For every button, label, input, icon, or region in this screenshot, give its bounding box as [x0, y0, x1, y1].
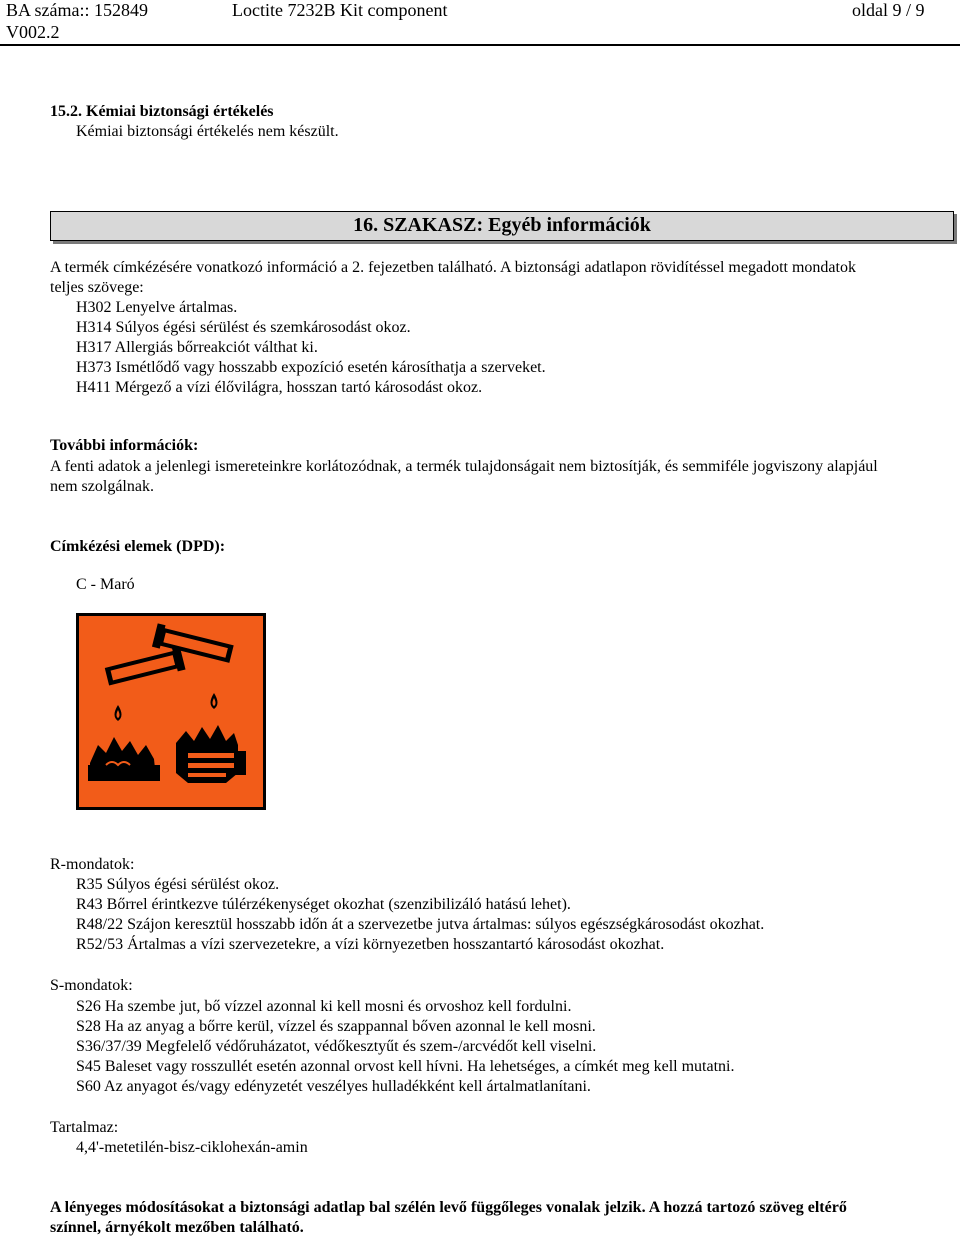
contains-heading: Tartalmaz:: [50, 1119, 119, 1136]
header-divider: [0, 44, 960, 46]
h-statement: H302 Lenyelve ártalmas.: [76, 299, 238, 316]
further-info-heading: További információk:: [50, 437, 199, 454]
h-statement: H314 Súlyos égési sérülést és szemkárosodást okoz.: [76, 319, 411, 336]
section-16-title-box: [50, 211, 954, 241]
s-phrase: S60 Az anyagot és/vagy edényzetét veszélyes hulladékként kell ártalmatlanítani.: [76, 1078, 591, 1095]
r-phrase: R35 Súlyos égési sérülést okoz.: [76, 876, 280, 893]
footer-note-line1: A lényeges módosításokat a biztonsági adatlap bal szélén levő függőleges vonalak jelzik. A hozzá tartozó szöveg eltérő: [50, 1199, 847, 1216]
corrosive-hazard-icon: [76, 613, 266, 810]
h-statement: H317 Allergiás bőrreakciót válthat ki.: [76, 339, 318, 356]
section-15-2-heading: 15.2. Kémiai biztonsági értékelés: [50, 103, 274, 120]
footer-note-line2: színnel, árnyékolt mezőben található.: [50, 1219, 304, 1236]
r-phrase: R43 Bőrrel érintkezve túlérzékenységet okozhat (szenzibilizáló hatású lehet).: [76, 896, 571, 913]
s-phrases-heading: S-mondatok:: [50, 977, 133, 994]
s-phrase: S45 Baleset vagy rosszullét esetén azonnal orvost kell hívni. Ha lehetséges, a címkét meg kell mutatni.: [76, 1058, 735, 1075]
r-phrase: R52/53 Ártalmas a vízi szervezetekre, a vízi környezetben hosszantartó károsodást okozhat.: [76, 936, 665, 953]
r-phrase: R48/22 Szájon keresztül hosszabb időn át a szervezetbe jutva ártalmas: súlyos egészségkárosodást okozhat.: [76, 916, 765, 933]
section-16-intro-line1: A termék címkézésére vonatkozó információ a 2. fejezetben található. A biztonsági adatlapon rövidítéssel megadott mondatok: [50, 259, 856, 276]
further-info-line2: nem szolgálnak.: [50, 478, 154, 495]
ba-number: BA száma:: 152849: [6, 0, 148, 20]
corrosive-pictogram: [76, 613, 266, 810]
section-16-title: 16. SZAKASZ: Egyéb információk: [353, 214, 651, 236]
h-statement: H411 Mérgező a vízi élővilágra, hosszan tartó károsodást okoz.: [76, 379, 483, 396]
product-name: Loctite 7232B Kit component: [232, 0, 448, 20]
s-phrase: S28 Ha az anyag a bőrre kerül, vízzel és szappannal bőven azonnal le kell mosni.: [76, 1018, 596, 1035]
section-16-intro-line2: teljes szövege:: [50, 279, 144, 296]
s-phrase: S36/37/39 Megfelelő védőruházatot, védőkesztyűt és szem-/arcvédőt kell viselni.: [76, 1038, 597, 1055]
page-number: oldal 9 / 9: [852, 0, 925, 20]
version-number: V002.2: [6, 22, 60, 42]
hazard-symbol-label: C - Maró: [76, 576, 135, 593]
further-info-line1: A fenti adatok a jelenlegi ismereteinkre korlátozódnak, a termék tulajdonságait nem biztosítják, és semmiféle jogviszony alapjául: [50, 458, 878, 475]
h-statement: H373 Ismétlődő vagy hosszabb expozíció esetén károsíthatja a szerveket.: [76, 359, 546, 376]
r-phrases-heading: R-mondatok:: [50, 856, 135, 873]
labeling-heading: Címkézési elemek (DPD):: [50, 538, 226, 555]
contains-substance: 4,4'-metetilén-bisz-ciklohexán-amin: [76, 1139, 308, 1156]
s-phrase: S26 Ha szembe jut, bő vízzel azonnal ki kell mosni és orvoshoz kell fordulni.: [76, 998, 572, 1015]
section-15-2-text: Kémiai biztonsági értékelés nem készült.: [76, 123, 339, 140]
